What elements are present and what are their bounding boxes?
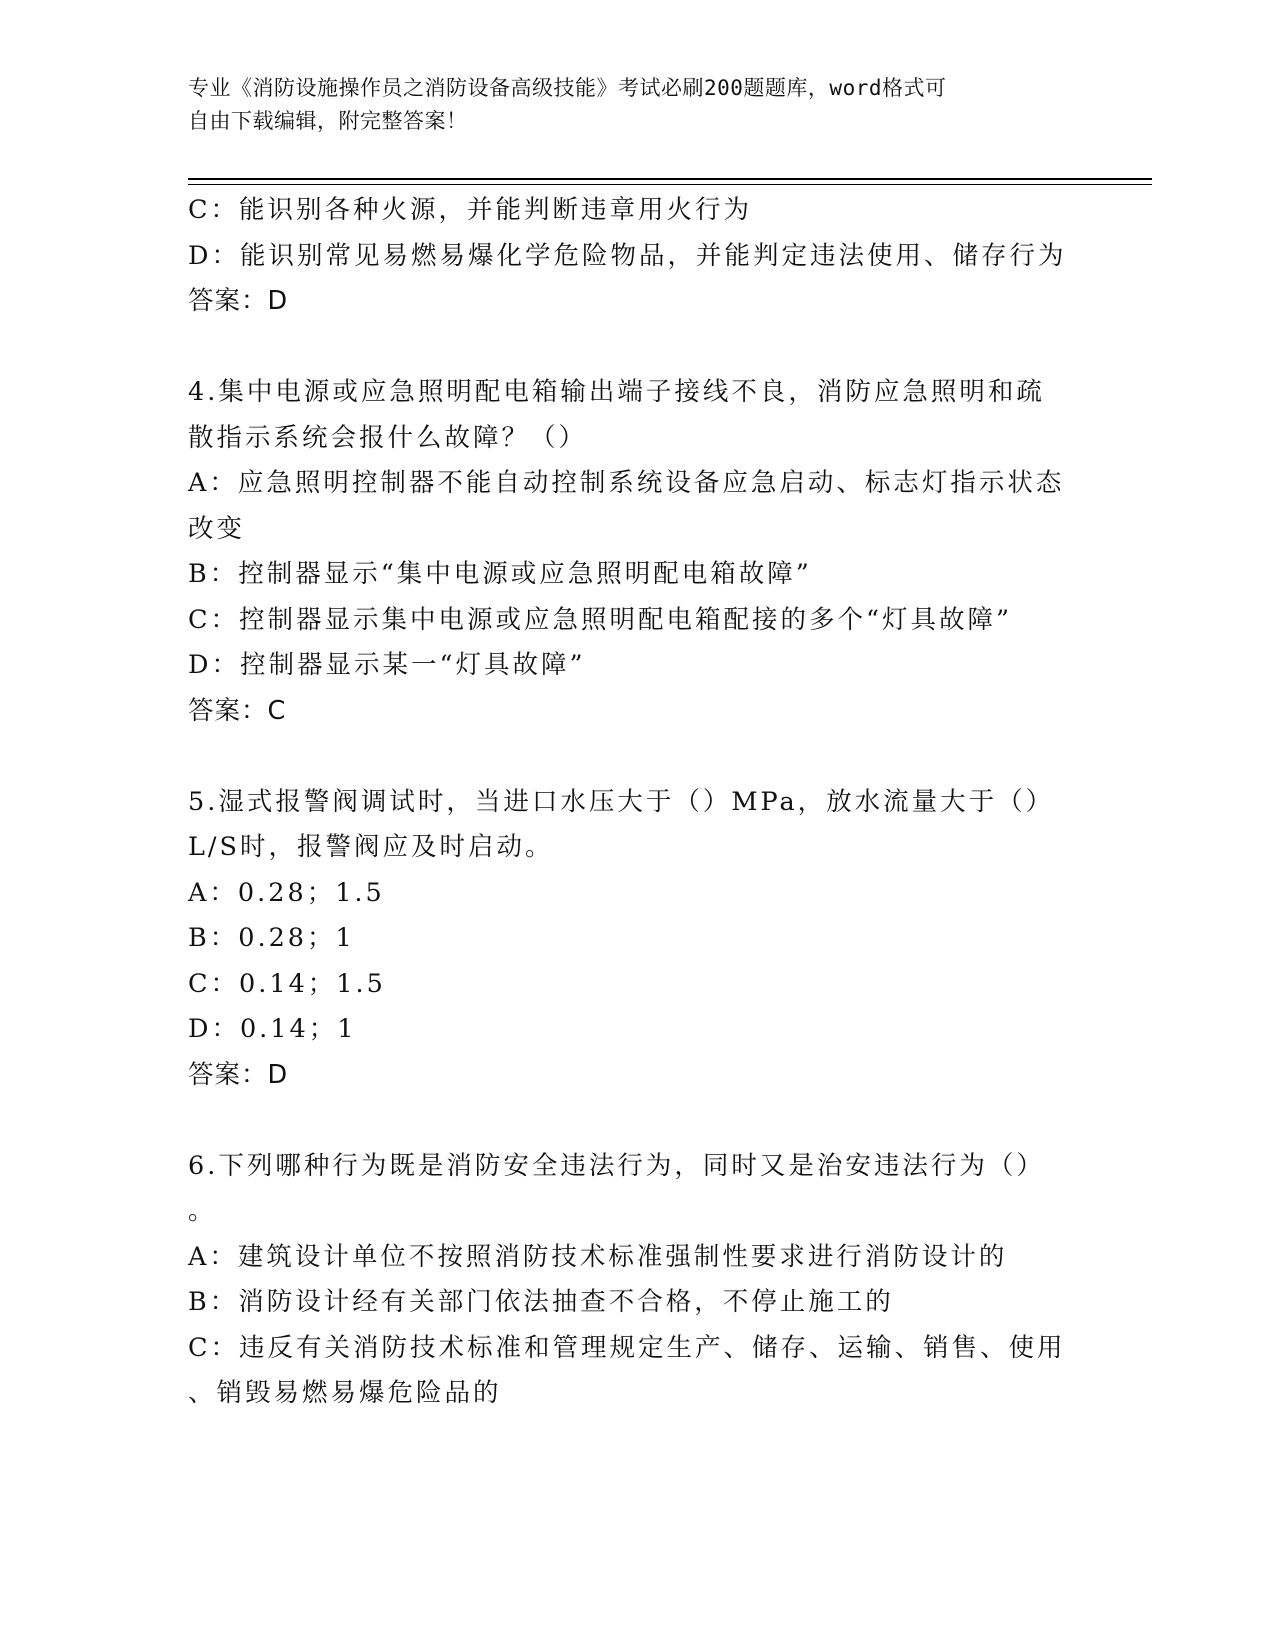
question-stem-cont: 。 <box>188 1196 217 1226</box>
spacer <box>188 325 1088 371</box>
option-c: C：0.14；1.5 <box>188 968 386 999</box>
option-c-cont: 、销毁易燃易爆危险品的 <box>188 1378 502 1408</box>
option-c: C：违反有关消防技术标准和管理规定生产、储存、运输、销售、使用 <box>188 1332 1066 1363</box>
document-header <box>188 72 1088 138</box>
option-d: D：0.14；1 <box>188 1014 357 1044</box>
option-c: C：能识别各种火源，并能判断违章用火行为 <box>188 195 753 225</box>
option-a: A：0.28；1.5 <box>188 877 385 908</box>
answer: 答案：D <box>188 1059 289 1090</box>
option-b: B：0.28；1 <box>188 923 355 953</box>
header-title-line-1: 专业《消防设施操作员之消防设备高级技能》考试必刷200题题库，word格式可 <box>188 76 947 100</box>
option-a: A：应急照明控制器不能自动控制系统设备应急启动、标志灯指示状态 <box>188 468 1065 498</box>
answer: 答案：C <box>188 695 287 726</box>
question-content <box>188 188 1088 1417</box>
question-stem: 4.集中电源或应急照明配电箱输出端子接线不良，消防应急照明和疏 <box>188 377 1045 407</box>
option-d: D：控制器显示某一“灯具故障” <box>188 650 586 680</box>
question-stem-cont: 散指示系统会报什么故障？（） <box>188 422 588 453</box>
option-a-cont: 改变 <box>188 513 246 544</box>
question-4 <box>188 370 1088 734</box>
option-b: B：控制器显示“集中电源或应急照明配电箱故障” <box>188 559 812 589</box>
question-stem: 6.下列哪种行为既是消防安全违法行为，同时又是治安违法行为（） <box>188 1150 1045 1181</box>
answer: 答案：D <box>188 286 289 316</box>
header-title-line-2: 自由下载编辑，附完整答案！ <box>188 109 468 133</box>
option-d: D：能识别常见易燃易爆化学危险物品，并能判定违法使用、储存行为 <box>188 240 1067 271</box>
question-stem: 5.湿式报警阀调试时，当进口水压大于（）MPa，放水流量大于（） <box>188 786 1055 817</box>
option-a: A：建筑设计单位不按照消防技术标准强制性要求进行消防设计的 <box>188 1241 1008 1272</box>
question-6 <box>188 1144 1088 1417</box>
question-stem-cont: L/S时，报警阀应及时启动。 <box>188 832 554 862</box>
question-5 <box>188 780 1088 1099</box>
spacer <box>188 1098 1088 1144</box>
option-b: B：消防设计经有关部门依法抽查不合格，不停止施工的 <box>188 1287 894 1317</box>
header-divider-thick <box>188 178 1152 180</box>
option-c: C：控制器显示集中电源或应急照明配电箱配接的多个“灯具故障” <box>188 604 1013 635</box>
spacer <box>188 734 1088 780</box>
header-divider-thin <box>188 184 1152 185</box>
question-3-partial <box>188 188 1088 325</box>
